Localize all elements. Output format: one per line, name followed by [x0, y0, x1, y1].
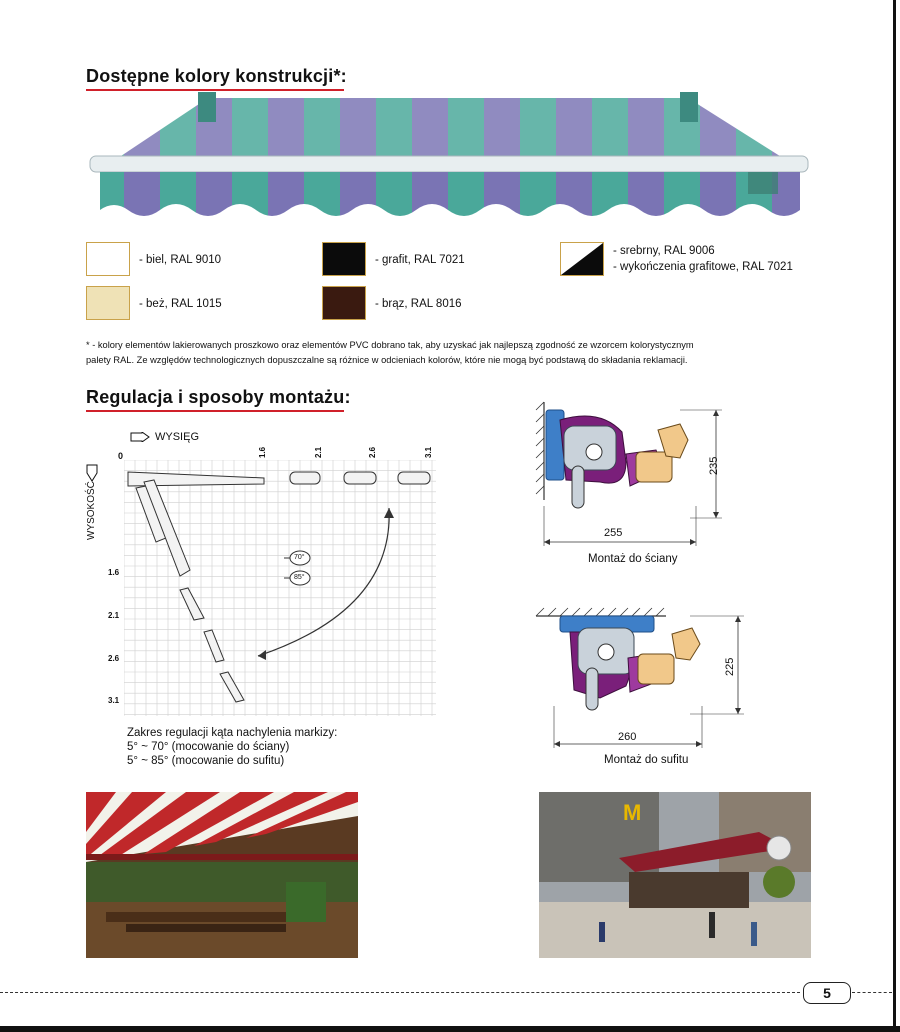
swatch-beige-label: - beż, RAL 1015 — [139, 298, 222, 310]
wall-mount-caption: Montaż do ściany — [588, 553, 678, 565]
swatch-graphite-label: - grafit, RAL 7021 — [375, 254, 465, 266]
section-title-colors: Dostępne kolory konstrukcji*: — [86, 66, 347, 86]
range-wall: 5° ~ 70° (mocowanie do ściany) — [127, 741, 290, 753]
y-tick-1: 1.6 — [108, 568, 120, 577]
swatch-white-label: - biel, RAL 9010 — [139, 254, 222, 266]
x-tick-2: 2.1 — [314, 446, 323, 458]
swatch-silver — [560, 242, 604, 276]
y-axis-label: WYSOKOŚĆ — [86, 481, 97, 540]
x-tick-1: 1.6 — [258, 446, 267, 458]
x-tick-4: 3.1 — [424, 446, 433, 458]
footnote-line-1: * - kolory elementów lakierowanych proszkowo oraz elementów PVC dobrano tak, aby uzyskać jak najlepszą zgodność ze wzorcem kolorystycznym — [86, 340, 694, 350]
page-right-border — [893, 0, 896, 1032]
angle-85-label: 85° — [294, 574, 305, 581]
swatch-silver-label-2: - wykończenia grafitowe, RAL 7021 — [613, 261, 793, 273]
page-bottom-border — [0, 1026, 900, 1032]
page-number: 5 — [803, 982, 851, 1004]
range-ceiling: 5° ~ 85° (mocowanie do sufitu) — [127, 755, 285, 767]
y-tick-3: 2.6 — [108, 654, 120, 663]
footnote-line-2: palety RAL. Ze względów technologicznych dopuszczalne są różnice w odcieniach kolorów, które nie mogą być podstawą do składania reklamacji. — [86, 355, 688, 365]
wall-mount-height: 235 — [708, 456, 720, 475]
x-axis-arrow-icon — [130, 432, 150, 442]
swatch-brown-label: - brąz, RAL 8016 — [375, 298, 462, 310]
svg-text:M: M — [623, 800, 642, 825]
swatch-white — [86, 242, 130, 276]
wall-mount-width: 255 — [604, 527, 623, 539]
adjustment-grid — [124, 460, 436, 716]
ceiling-mount-diagram — [530, 606, 745, 756]
range-title: Zakres regulacji kąta nachylenia markizy: — [127, 727, 338, 739]
swatch-silver-label-1: - srebrny, RAL 9006 — [613, 245, 715, 257]
ceiling-mount-caption: Montaż do sufitu — [604, 754, 689, 766]
title-underline-2 — [86, 410, 344, 412]
ceiling-mount-height: 225 — [724, 657, 736, 676]
silver-graphite-split-icon — [561, 243, 603, 275]
awning-illustration — [88, 92, 810, 222]
photo-terrace-awning — [86, 792, 358, 958]
footer-dashed-line — [0, 992, 800, 993]
swatch-graphite — [322, 242, 366, 276]
x-tick-3: 2.6 — [368, 446, 377, 458]
origin-label: 0 — [118, 451, 124, 461]
awning-arm-horizontal — [128, 472, 430, 486]
section-title-mounting: Regulacja i sposoby montażu: — [86, 387, 351, 407]
x-axis-label: WYSIĘG — [155, 431, 200, 443]
title-underline — [86, 89, 344, 91]
y-tick-4: 3.1 — [108, 696, 120, 705]
swatch-brown — [322, 286, 366, 320]
ceiling-mount-width: 260 — [618, 731, 637, 743]
swatch-beige — [86, 286, 130, 320]
y-tick-2: 2.1 — [108, 611, 120, 620]
y-axis-arrow-icon — [86, 464, 98, 482]
photo-street-cafe — [539, 792, 811, 958]
angle-70-label: 70° — [294, 554, 305, 561]
footer-dashed-line-right — [852, 992, 892, 993]
